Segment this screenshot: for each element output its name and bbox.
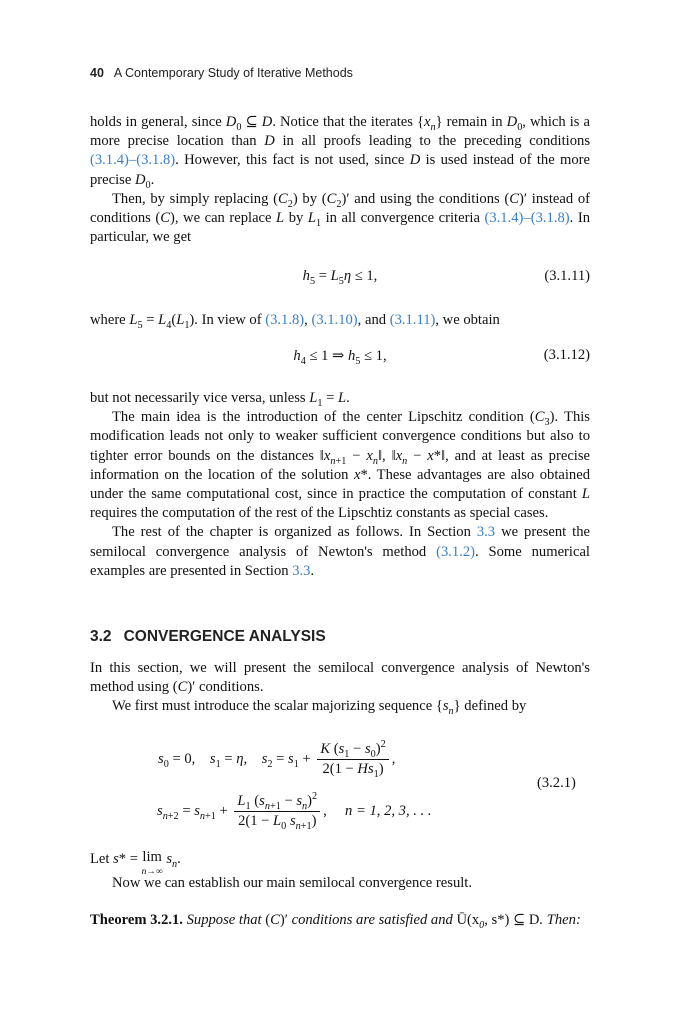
paragraph-1: holds in general, since $D_0$ ⊆ D. Notice that the iterates $\{x_n\}$ remain in $D_0$, which is a more precise location than D in all proofs leading to the preceding conditions (3.1.4)–(3.1.8). However, this fact is not used, since D is used instead of the more precise $D_0$. bbox=[90, 114, 590, 191]
theorem-label: Theorem 3.2.1. bbox=[90, 912, 183, 928]
equation-number: (3.2.1) bbox=[537, 775, 576, 791]
equation-line-2: $s_{n+2} = s_{n+1}$ + $\frac{L_1 (s_{n+1} - s_n)^2}{2(1 - L_0 s_{n+1})}$ , n = 1, 2, 3, . . . bbox=[157, 791, 432, 832]
section-title: CONVERGENCE ANALYSIS bbox=[123, 628, 326, 645]
text-block-main bbox=[90, 389, 590, 581]
page-number: 40 bbox=[90, 66, 104, 80]
paragraph-10: Now we can establish our main semilocal convergence result. bbox=[112, 875, 472, 891]
paragraph-2: Then, by simply replacing $(C_2)$ by $(C_2)'$ and using the conditions (C)′ instead of conditions (C), we can replace L by $L_1$ in all convergence criteria (3.1.4)–(3.1.8). In particular, we get bbox=[90, 190, 590, 246]
equation-index-range: n = 1, 2, 3, . . . bbox=[345, 802, 432, 819]
equation-line-1: $s_0 = 0$, $s_1 = \eta$, $s_2 = s_1$ + $\frac{K (s_1 - s_0)^2}{2(1 - Hs_1)}$ , bbox=[158, 739, 396, 780]
link-ref-3-1-2[interactable]: (3.1.2) bbox=[436, 543, 475, 560]
link-ref-3-1-11[interactable]: (3.1.11) bbox=[389, 312, 436, 328]
paragraph-3: where $L_5 = L_4(L_1)$. In view of (3.1.8), (3.1.10), and (3.1.11), we obtain bbox=[90, 312, 500, 331]
link-ref-3-1-4[interactable]: (3.1.4) bbox=[90, 152, 129, 169]
text-block-end bbox=[90, 874, 590, 893]
paragraph-4: but not necessarily vice versa, unless $L_1 = L$. bbox=[90, 390, 350, 409]
text-block-intro bbox=[90, 113, 590, 247]
link-ref-3-1-4[interactable]: (3.1.4) bbox=[484, 210, 524, 227]
equation-number: (3.1.12) bbox=[543, 347, 590, 363]
link-ref-3-1-8[interactable]: (3.1.8) bbox=[265, 312, 305, 328]
paragraph-8: We first must introduce the scalar majorizing sequence $\{s_n\}$ defined by bbox=[112, 698, 527, 718]
running-header bbox=[90, 66, 353, 80]
text-block-where bbox=[90, 311, 590, 330]
theorem-3-2-1 bbox=[90, 911, 590, 930]
link-section-3-3[interactable]: 3.3 bbox=[292, 562, 311, 579]
equation-3-1-12: $h_4 \le 1$ ⇒ $h_5 \le 1$, (3.1.12) bbox=[293, 347, 590, 367]
section-heading bbox=[90, 628, 326, 646]
paragraph-5: The main idea is the introduction of the center Lipschitz condition $(C_3)$. This modification leads not only to weaker sufficient convergence conditions but also to tighter error bounds on the distances $‖x_{n+1}$ − $x_n‖$, $‖x_n$ − x*‖, and at least as precise information on the location of the solution x*. These advantages are also obtained under the same computational cost, since in practice the computation of constant L requires the computation of the rest of the Lipschtiz constants as special cases. bbox=[90, 409, 591, 522]
equation-number: (3.1.11) bbox=[544, 268, 590, 284]
link-ref-3-1-10[interactable]: (3.1.10) bbox=[311, 312, 358, 328]
section-number: 3.2 bbox=[90, 628, 112, 645]
text-block-section bbox=[90, 659, 590, 717]
theorem-statement: Theorem 3.2.1. Suppose that (C)′ conditions are satisfied and $Ū(x_0$, s*) ⊆ D. Then: bbox=[90, 912, 581, 931]
link-section-3-3[interactable]: 3.3 bbox=[476, 524, 496, 541]
link-ref-3-1-8[interactable]: (3.1.8) bbox=[530, 210, 570, 227]
paragraph-6: The rest of the chapter is organized as follows. In Section 3.3 we present the semilocal convergence analysis of Newton's method (3.1.2). Some numerical examples are presented in Section 3.3. bbox=[90, 524, 591, 579]
paragraph-9: Let s* = lim n→∞ $s_n$. bbox=[90, 849, 181, 877]
equation-3-1-11: $h_5 = L_5\eta \le 1$, (3.1.11) bbox=[302, 268, 590, 287]
link-ref-3-1-8[interactable]: (3.1.8) bbox=[136, 152, 176, 169]
paragraph-7: In this section, we will present the semilocal convergence analysis of Newton's method using (C)′ conditions. bbox=[90, 660, 590, 696]
book-title: A Contemporary Study of Iterative Methods bbox=[113, 66, 353, 80]
